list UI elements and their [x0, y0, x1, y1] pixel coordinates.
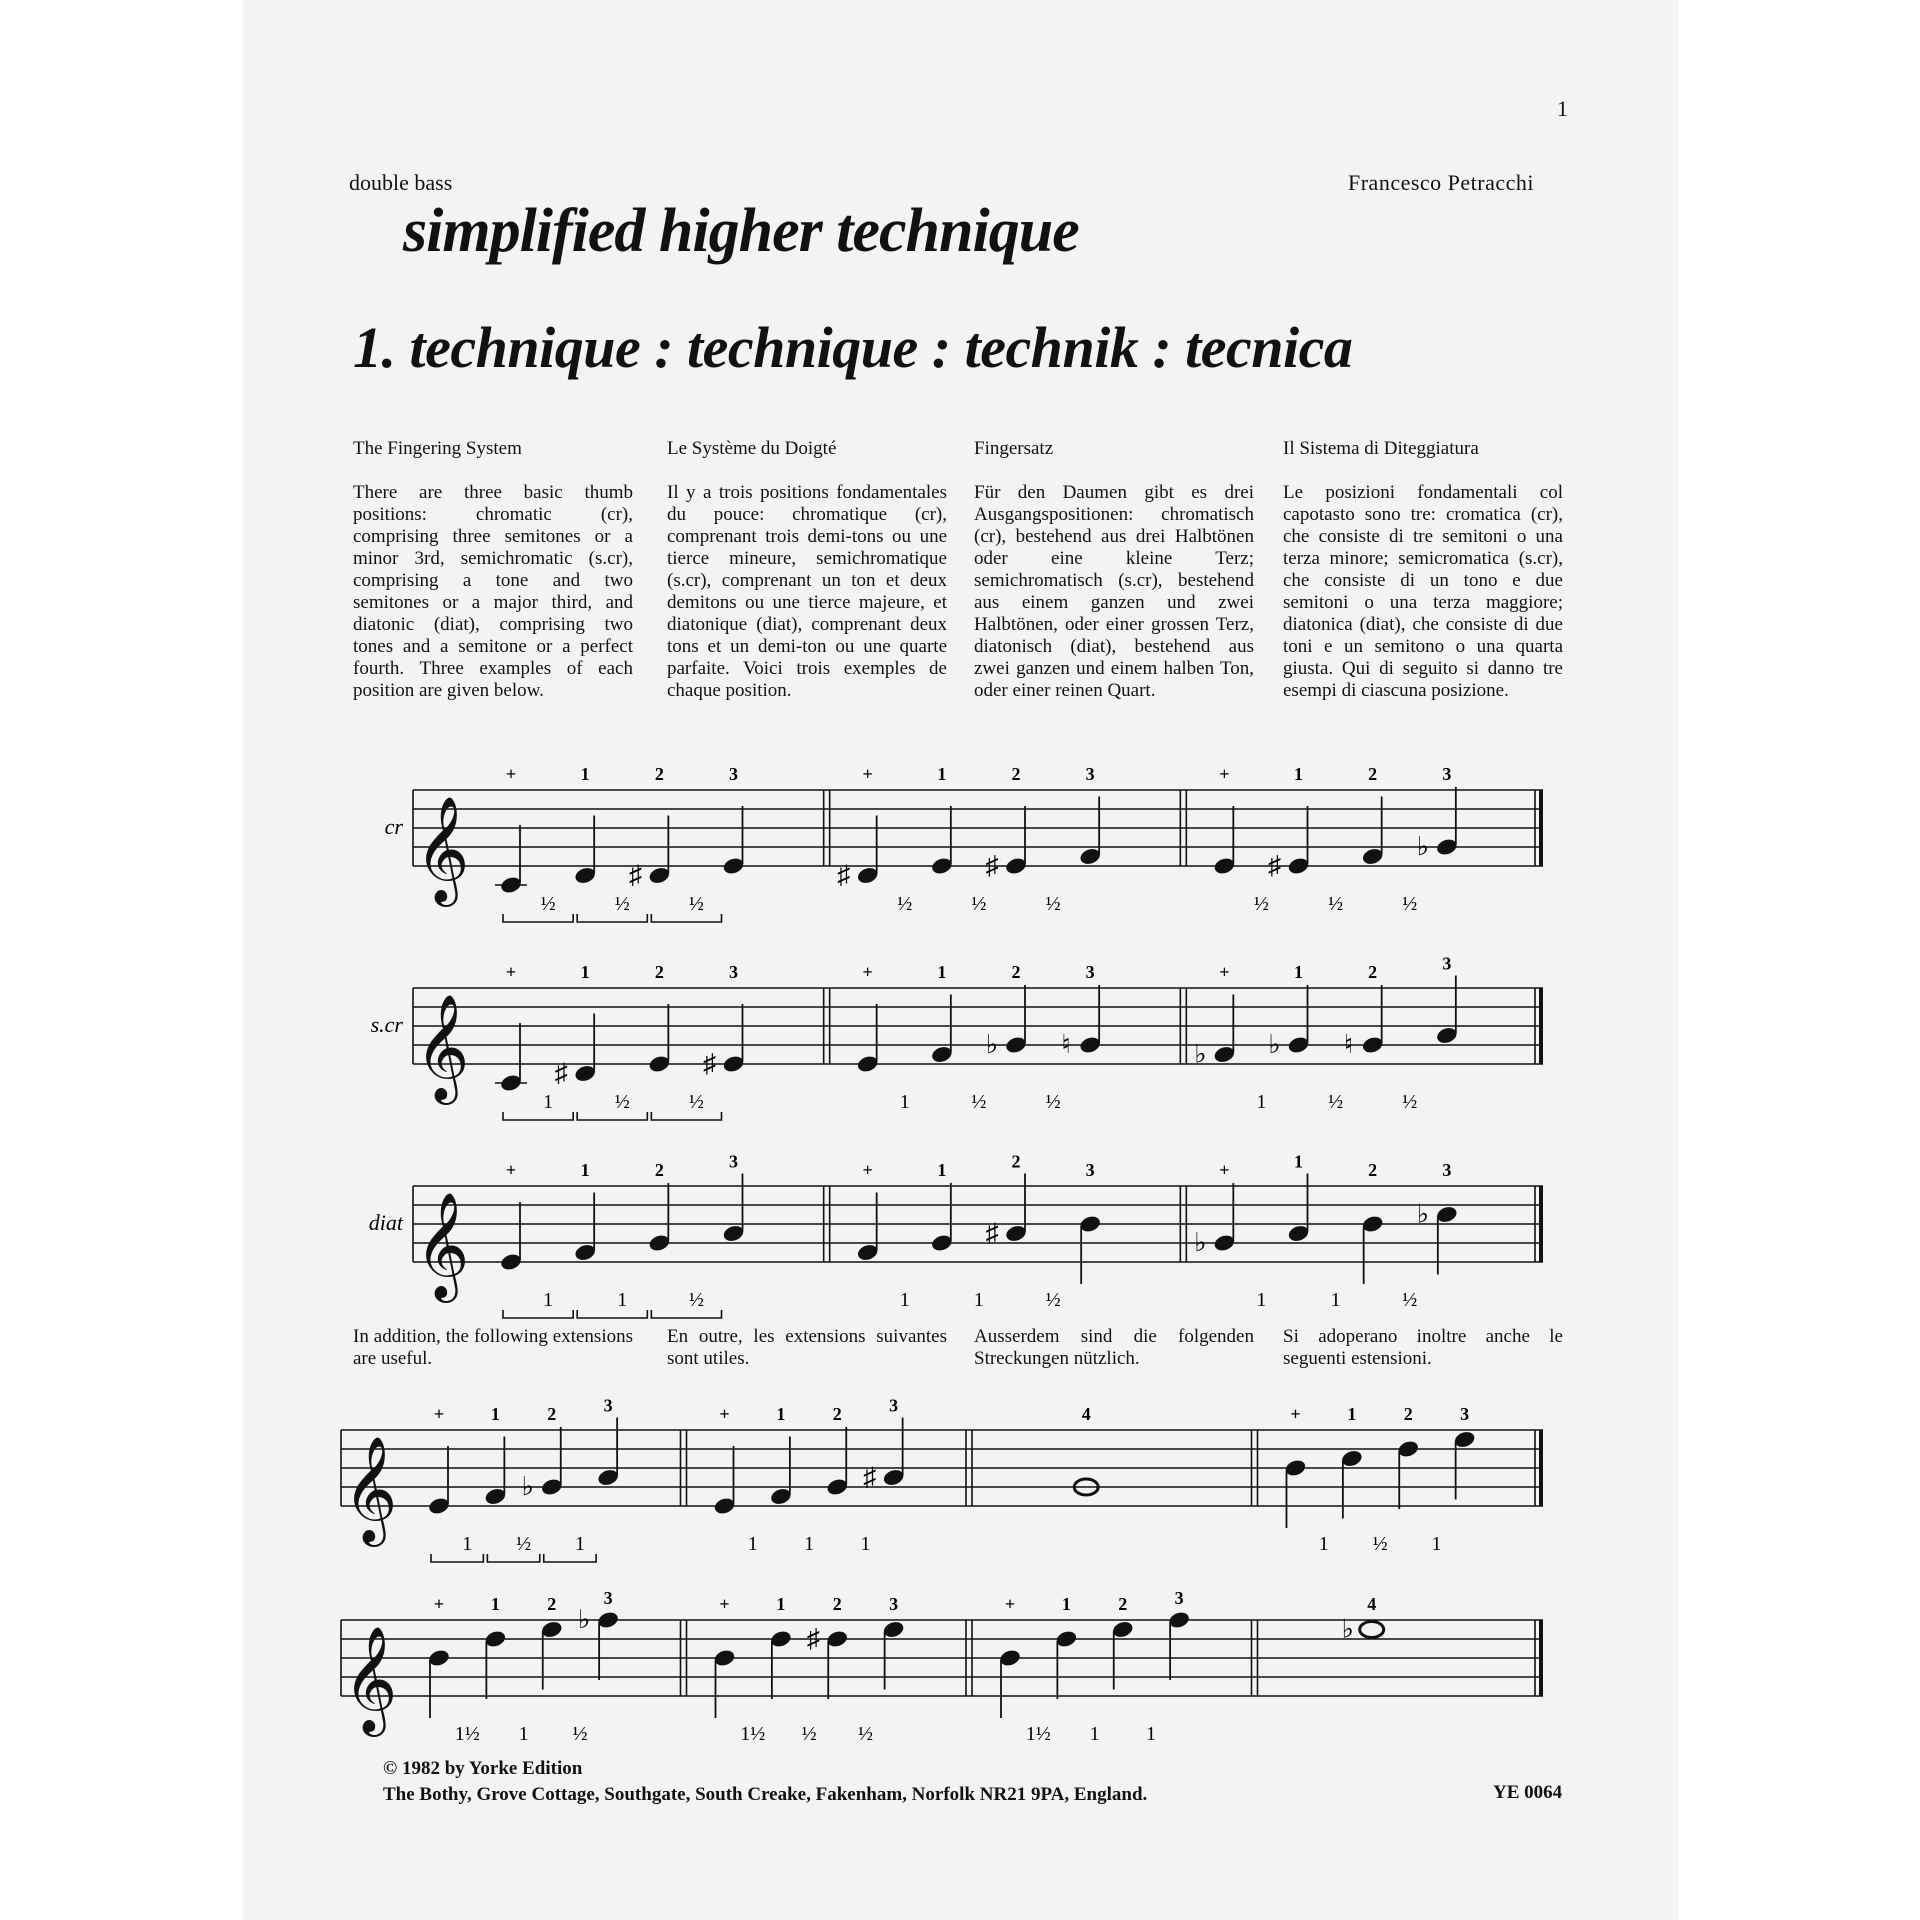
quarter-note: [722, 764, 746, 876]
interval-label: ½: [1045, 1091, 1061, 1113]
fingering-number: 3: [729, 1151, 738, 1172]
fingering-number: 3: [889, 1594, 899, 1614]
interval-label: ½: [971, 893, 987, 915]
quarter-note: [540, 1594, 564, 1690]
extensions-italian: Si adoperano inoltre anche le seguenti estensioni.: [1283, 1326, 1563, 1369]
interval-label: 1: [804, 1533, 815, 1555]
interval-label: ½: [572, 1723, 588, 1745]
interval-label: 1: [462, 1533, 473, 1555]
quarter-note: [986, 764, 1028, 880]
quarter-note: [1417, 1160, 1459, 1275]
fingering-number: +: [505, 1160, 517, 1180]
quarter-note: [555, 962, 597, 1088]
accidental-icon: ♭: [1194, 1039, 1207, 1069]
interval-label: ½: [688, 1289, 704, 1311]
interval-label: 1: [543, 1091, 554, 1113]
accidental-icon: ♭: [1268, 1030, 1281, 1059]
fingering-number: 1: [776, 1594, 786, 1614]
staff-semichromatic: [303, 953, 1603, 1118]
staff-diatonic: [303, 1151, 1603, 1316]
quarter-note: [1268, 764, 1310, 880]
interval-bracket: [544, 1554, 596, 1562]
quarter-note: [930, 962, 954, 1064]
interval-label: 1: [543, 1289, 554, 1311]
quarter-note: [930, 1160, 954, 1253]
quarter-note: [1194, 962, 1236, 1069]
interval-label: ½: [1253, 893, 1269, 915]
interval-label: 1½: [454, 1723, 480, 1745]
accidental-icon: ♮: [1061, 1030, 1071, 1059]
fingering-number: +: [719, 1594, 730, 1614]
fingering-number: 3: [889, 1395, 899, 1416]
interval-bracket: [651, 1310, 721, 1318]
quarter-note: [596, 1396, 620, 1488]
accidental-icon: ♭: [985, 1030, 999, 1059]
interval-label: ½: [1045, 1289, 1061, 1311]
column-italian: [1283, 438, 1563, 702]
quarter-note: [930, 764, 954, 876]
fingering-number: +: [1004, 1594, 1016, 1614]
svg-text:𝄞: 𝄞: [343, 1438, 398, 1540]
staff-label: diat: [368, 1210, 403, 1235]
fingering-number: 2: [654, 962, 664, 982]
interval-label: 1: [617, 1289, 628, 1311]
quarter-note: [1361, 1160, 1385, 1284]
fingering-number: 1: [1347, 1404, 1357, 1424]
quarter-note: [722, 1152, 746, 1244]
score-page: [243, 0, 1678, 1920]
quarter-note: [825, 1404, 849, 1497]
extensions-german: Ausserdem sind die folgenden Streckungen nützlich.: [974, 1326, 1254, 1369]
fingering-number: 1: [580, 1160, 590, 1180]
quarter-note: [573, 1160, 597, 1262]
column-heading: Le Système du Doigté: [667, 438, 837, 459]
quarter-note: [1111, 1594, 1135, 1690]
quarter-note: [1435, 954, 1459, 1046]
fingering-number: +: [433, 1404, 445, 1424]
treble-clef-icon: [343, 1437, 397, 1547]
interval-label: ½: [540, 893, 556, 915]
quarter-note: [882, 1594, 906, 1690]
fingering-number: 3: [1442, 764, 1452, 784]
column-french: [667, 438, 947, 702]
fingering-number: 4: [1367, 1594, 1377, 1614]
quarter-note: [807, 1594, 849, 1699]
column-body: Le posizioni fondamentali col capotasto sono tre: cromatica (cr), che consiste di tre semitoni o una terza minore; semicromatica (s.cr), che consiste di un tono e due semitoni o una terza maggiore; diatonica (diat), che consiste di due toni e un semitono o una quarta giusta. Qui di seguito si danno tre esempi di ciascuna posizione.: [1283, 482, 1563, 701]
fingering-number: +: [505, 962, 517, 982]
accidental-icon: ♯: [837, 860, 851, 890]
quarter-note: [1062, 962, 1102, 1059]
fingering-number: +: [719, 1404, 730, 1424]
fingering-number: 2: [1368, 764, 1378, 784]
quarter-note: [998, 1594, 1022, 1718]
fingering-number: 3: [603, 1588, 613, 1608]
interval-label: ½: [1328, 1091, 1344, 1113]
interval-label: ½: [801, 1723, 817, 1745]
fingering-number: +: [862, 962, 873, 982]
extensions-english: In addition, the following extensions are useful.: [353, 1326, 633, 1369]
column-body: There are three basic thumb positions: chromatic (cr), comprising three semitones or a minor 3rd, semichromatic (s.cr), comprising a tone and two semitones or a major third, and diatonic (diat), comprising two tones and a semitone or a perfect fourth. Three examples of each position are given below.: [353, 482, 633, 701]
accidental-icon: ♯: [985, 1218, 999, 1248]
quarter-note: [1284, 1404, 1308, 1528]
interval-label: ½: [1402, 893, 1418, 915]
column-heading: Fingersatz: [974, 438, 1054, 459]
quarter-note: [427, 1404, 451, 1516]
quarter-note: [837, 764, 879, 890]
column-german: [974, 438, 1254, 702]
interval-bracket: [651, 914, 721, 922]
fingering-number: 2: [654, 1160, 664, 1180]
quarter-note: [1078, 1160, 1102, 1284]
interval-label: ½: [614, 1091, 630, 1113]
interval-label: 1: [899, 1289, 910, 1311]
interval-label: 1: [1318, 1533, 1329, 1555]
quarter-note: [856, 962, 880, 1074]
interval-label: 1: [574, 1533, 585, 1555]
fingering-number: 3: [1174, 1588, 1184, 1608]
accidental-icon: ♭: [1416, 1199, 1429, 1229]
column-heading: Il Sistema di Diteggiatura: [1283, 438, 1479, 459]
interval-label: ½: [1372, 1533, 1388, 1555]
fingering-number: 3: [1442, 953, 1452, 974]
fingering-number: 3: [1442, 1160, 1452, 1180]
interval-label: 1: [899, 1091, 910, 1113]
footer-publisher: [383, 1756, 1147, 1808]
quarter-note: [1344, 962, 1384, 1059]
interval-label: 1: [1431, 1533, 1442, 1555]
interval-bracket: [577, 1310, 647, 1318]
accidental-icon: ♭: [1194, 1228, 1207, 1257]
whole-note: [1342, 1594, 1384, 1644]
quarter-note: [648, 962, 672, 1074]
interval-label: ½: [897, 893, 913, 915]
fingering-number: 2: [1368, 962, 1378, 982]
fingering-number: 1: [1294, 962, 1303, 982]
fingering-number: 3: [603, 1395, 613, 1416]
fingering-number: 3: [729, 764, 738, 784]
interval-label: 1: [1256, 1091, 1267, 1113]
accidental-icon: ♯: [703, 1049, 716, 1078]
quarter-note: [1340, 1404, 1364, 1519]
quarter-note: [484, 1594, 508, 1699]
interval-label: ½: [688, 893, 704, 915]
quarter-note: [427, 1594, 451, 1718]
fingering-number: +: [1219, 764, 1230, 784]
column-english: [353, 438, 633, 702]
interval-bracket: [503, 914, 573, 922]
quarter-note: [986, 962, 1028, 1059]
quarter-note: [986, 1152, 1028, 1248]
treble-clef-icon: [415, 995, 469, 1105]
interval-bracket: [577, 914, 647, 922]
quarter-note: [713, 1594, 737, 1718]
accidental-icon: ♭: [521, 1472, 534, 1501]
quarter-note: [495, 764, 527, 895]
treble-clef-icon: [343, 1627, 397, 1737]
fingering-number: 3: [1085, 1160, 1095, 1180]
interval-label: 1½: [740, 1723, 766, 1745]
fingering-number: +: [862, 764, 873, 784]
fingering-number: 2: [654, 764, 664, 784]
fingering-number: 1: [937, 962, 947, 982]
quarter-note: [1167, 1588, 1191, 1680]
staff-label: cr: [384, 814, 403, 839]
copyright-line: © 1982 by Yorke Edition: [383, 1758, 583, 1779]
address-line: The Bothy, Grove Cottage, Southgate, South Creake, Fakenham, Norfolk NR21 9PA, England.: [383, 1784, 1148, 1805]
instrument-label: double bass: [349, 170, 453, 195]
fingering-number: 1: [937, 1160, 947, 1180]
quarter-note: [1078, 764, 1102, 866]
interval-bracket: [503, 1310, 573, 1318]
fingering-number: 1: [1294, 1151, 1303, 1172]
interval-label: 1: [747, 1533, 758, 1555]
composer-name: Francesco Petracchi: [1348, 170, 1535, 195]
quarter-note: [856, 1160, 880, 1262]
interval-label: 1: [1089, 1723, 1100, 1745]
fingering-number: 2: [547, 1594, 557, 1614]
fingering-number: 2: [832, 1594, 842, 1614]
accidental-icon: ♯: [628, 860, 642, 890]
accidental-icon: ♭: [577, 1605, 591, 1634]
svg-text:𝄞: 𝄞: [415, 798, 470, 900]
accidental-icon: ♭: [1416, 832, 1429, 861]
quarter-note: [629, 764, 671, 890]
book-title: simplified higher technique: [403, 197, 1079, 265]
accidental-icon: ♮: [1344, 1030, 1354, 1059]
fingering-number: 4: [1081, 1404, 1091, 1424]
fingering-number: 1: [937, 764, 947, 784]
interval-label: ½: [857, 1723, 873, 1745]
quarter-note: [495, 962, 527, 1093]
interval-label: ½: [516, 1533, 532, 1555]
accidental-icon: ♯: [863, 1462, 877, 1492]
quarter-note: [769, 1594, 793, 1699]
fingering-number: 1: [580, 962, 590, 982]
quarter-note: [648, 1160, 672, 1253]
fingering-number: 1: [776, 1404, 786, 1424]
fingering-number: 1: [490, 1594, 500, 1614]
column-heading: The Fingering System: [353, 438, 522, 459]
interval-label: ½: [1045, 893, 1061, 915]
fingering-number: +: [1219, 962, 1230, 982]
fingering-number: +: [1290, 1404, 1301, 1424]
svg-text:𝄞: 𝄞: [415, 1194, 470, 1296]
treble-clef-icon: [415, 797, 469, 907]
fingering-number: +: [433, 1594, 445, 1614]
quarter-note: [578, 1588, 620, 1680]
interval-label: 1: [1330, 1289, 1341, 1311]
quarter-note: [1453, 1404, 1477, 1500]
interval-label: 1: [973, 1289, 984, 1311]
column-body: Il y a trois positions fondamentales du pouce: chromatique (cr), comprenant trois demi-tons ou une tierce mineure, semichromatique (s.cr), comprenant un ton et deux demitons ou une tierce majeure, et diatonique (diat), comprenant deux tons et un demi-ton ou une quarte parfaite. Voici trois exemples de chaque position.: [667, 482, 947, 701]
accidental-icon: ♯: [806, 1624, 820, 1653]
fingering-number: 1: [490, 1404, 500, 1424]
fingering-number: 1: [1294, 764, 1303, 784]
interval-label: 1½: [1025, 1723, 1051, 1745]
staff-label: s.cr: [370, 1012, 403, 1037]
fingering-number: 2: [1403, 1404, 1413, 1424]
interval-label: 1: [1145, 1723, 1156, 1745]
quarter-note: [484, 1404, 508, 1506]
interval-label: ½: [971, 1091, 987, 1113]
quarter-note: [522, 1404, 564, 1501]
accidental-icon: ♭: [1341, 1614, 1354, 1644]
svg-text:𝄞: 𝄞: [343, 1628, 398, 1730]
quarter-note: [1213, 764, 1237, 876]
fingering-number: +: [505, 764, 517, 784]
page-number: 1: [1557, 96, 1568, 121]
fingering-number: 3: [1460, 1404, 1470, 1424]
accidental-icon: ♯: [985, 851, 999, 880]
interval-label: 1: [1256, 1289, 1267, 1311]
quarter-note: [1268, 962, 1310, 1059]
interval-label: ½: [1402, 1091, 1418, 1113]
quarter-note: [769, 1404, 793, 1506]
interval-label: ½: [1328, 893, 1344, 915]
staff-extensions-1: [303, 1395, 1603, 1560]
fingering-number: 3: [1085, 764, 1095, 784]
interval-label: ½: [688, 1091, 704, 1113]
interval-label: 1: [860, 1533, 871, 1555]
interval-label: ½: [1402, 1289, 1418, 1311]
interval-label: 1: [518, 1723, 529, 1745]
fingering-number: 2: [547, 1404, 557, 1424]
accidental-icon: ♯: [1268, 851, 1281, 880]
fingering-number: +: [1219, 1160, 1230, 1180]
fingering-number: 3: [729, 962, 738, 982]
interval-label: ½: [614, 893, 630, 915]
fingering-number: 1: [1061, 1594, 1071, 1614]
quarter-note: [1361, 764, 1385, 866]
quarter-note: [499, 1160, 523, 1272]
edition-code: YE 0064: [1493, 1782, 1563, 1803]
quarter-note: [1417, 764, 1459, 861]
interval-bracket: [651, 1112, 721, 1120]
quarter-note: [1194, 1160, 1236, 1257]
quarter-note: [863, 1396, 905, 1492]
fingering-number: 2: [1011, 962, 1021, 982]
interval-bracket: [431, 1554, 483, 1562]
accidental-icon: ♯: [554, 1058, 568, 1088]
fingering-number: 3: [1085, 962, 1095, 982]
interval-bracket: [577, 1112, 647, 1120]
quarter-note: [573, 764, 597, 885]
fingering-number: 2: [1368, 1160, 1378, 1180]
fingering-number: 2: [1118, 1594, 1128, 1614]
staff-chromatic: [303, 760, 1603, 920]
fingering-number: 2: [832, 1404, 842, 1424]
svg-text:𝄞: 𝄞: [415, 996, 470, 1098]
fingering-number: +: [862, 1160, 873, 1180]
extensions-french: En outre, les extensions suivantes sont utiles.: [667, 1326, 947, 1369]
interval-bracket: [503, 1112, 573, 1120]
fingering-number: 2: [1011, 764, 1021, 784]
treble-clef-icon: [415, 1193, 469, 1303]
quarter-note: [703, 962, 745, 1078]
fingering-number: 2: [1011, 1151, 1021, 1172]
quarter-note: [713, 1404, 737, 1516]
note-head: [1360, 1622, 1384, 1638]
fingering-number: 1: [580, 764, 590, 784]
quarter-note: [1287, 1152, 1311, 1244]
section-heading: 1. technique : technique : technik : tecnica: [353, 315, 1353, 380]
interval-bracket: [487, 1554, 539, 1562]
quarter-note: [1396, 1404, 1420, 1509]
quarter-note: [1055, 1594, 1079, 1699]
column-body: Für den Daumen gibt es drei Ausgangspositionen: chromatisch (cr), bestehend aus drei Halbtönen oder eine kleine Terz; semichromatisch (s.cr), bestehend aus einem ganzen und zwei Halbtönen, oder einer grossen Terz, diatonisch (diat), bestehend aus zwei ganzen und einem halben Ton, oder einer reinen Quart.: [974, 482, 1254, 701]
staff-extensions-2: [303, 1588, 1603, 1745]
